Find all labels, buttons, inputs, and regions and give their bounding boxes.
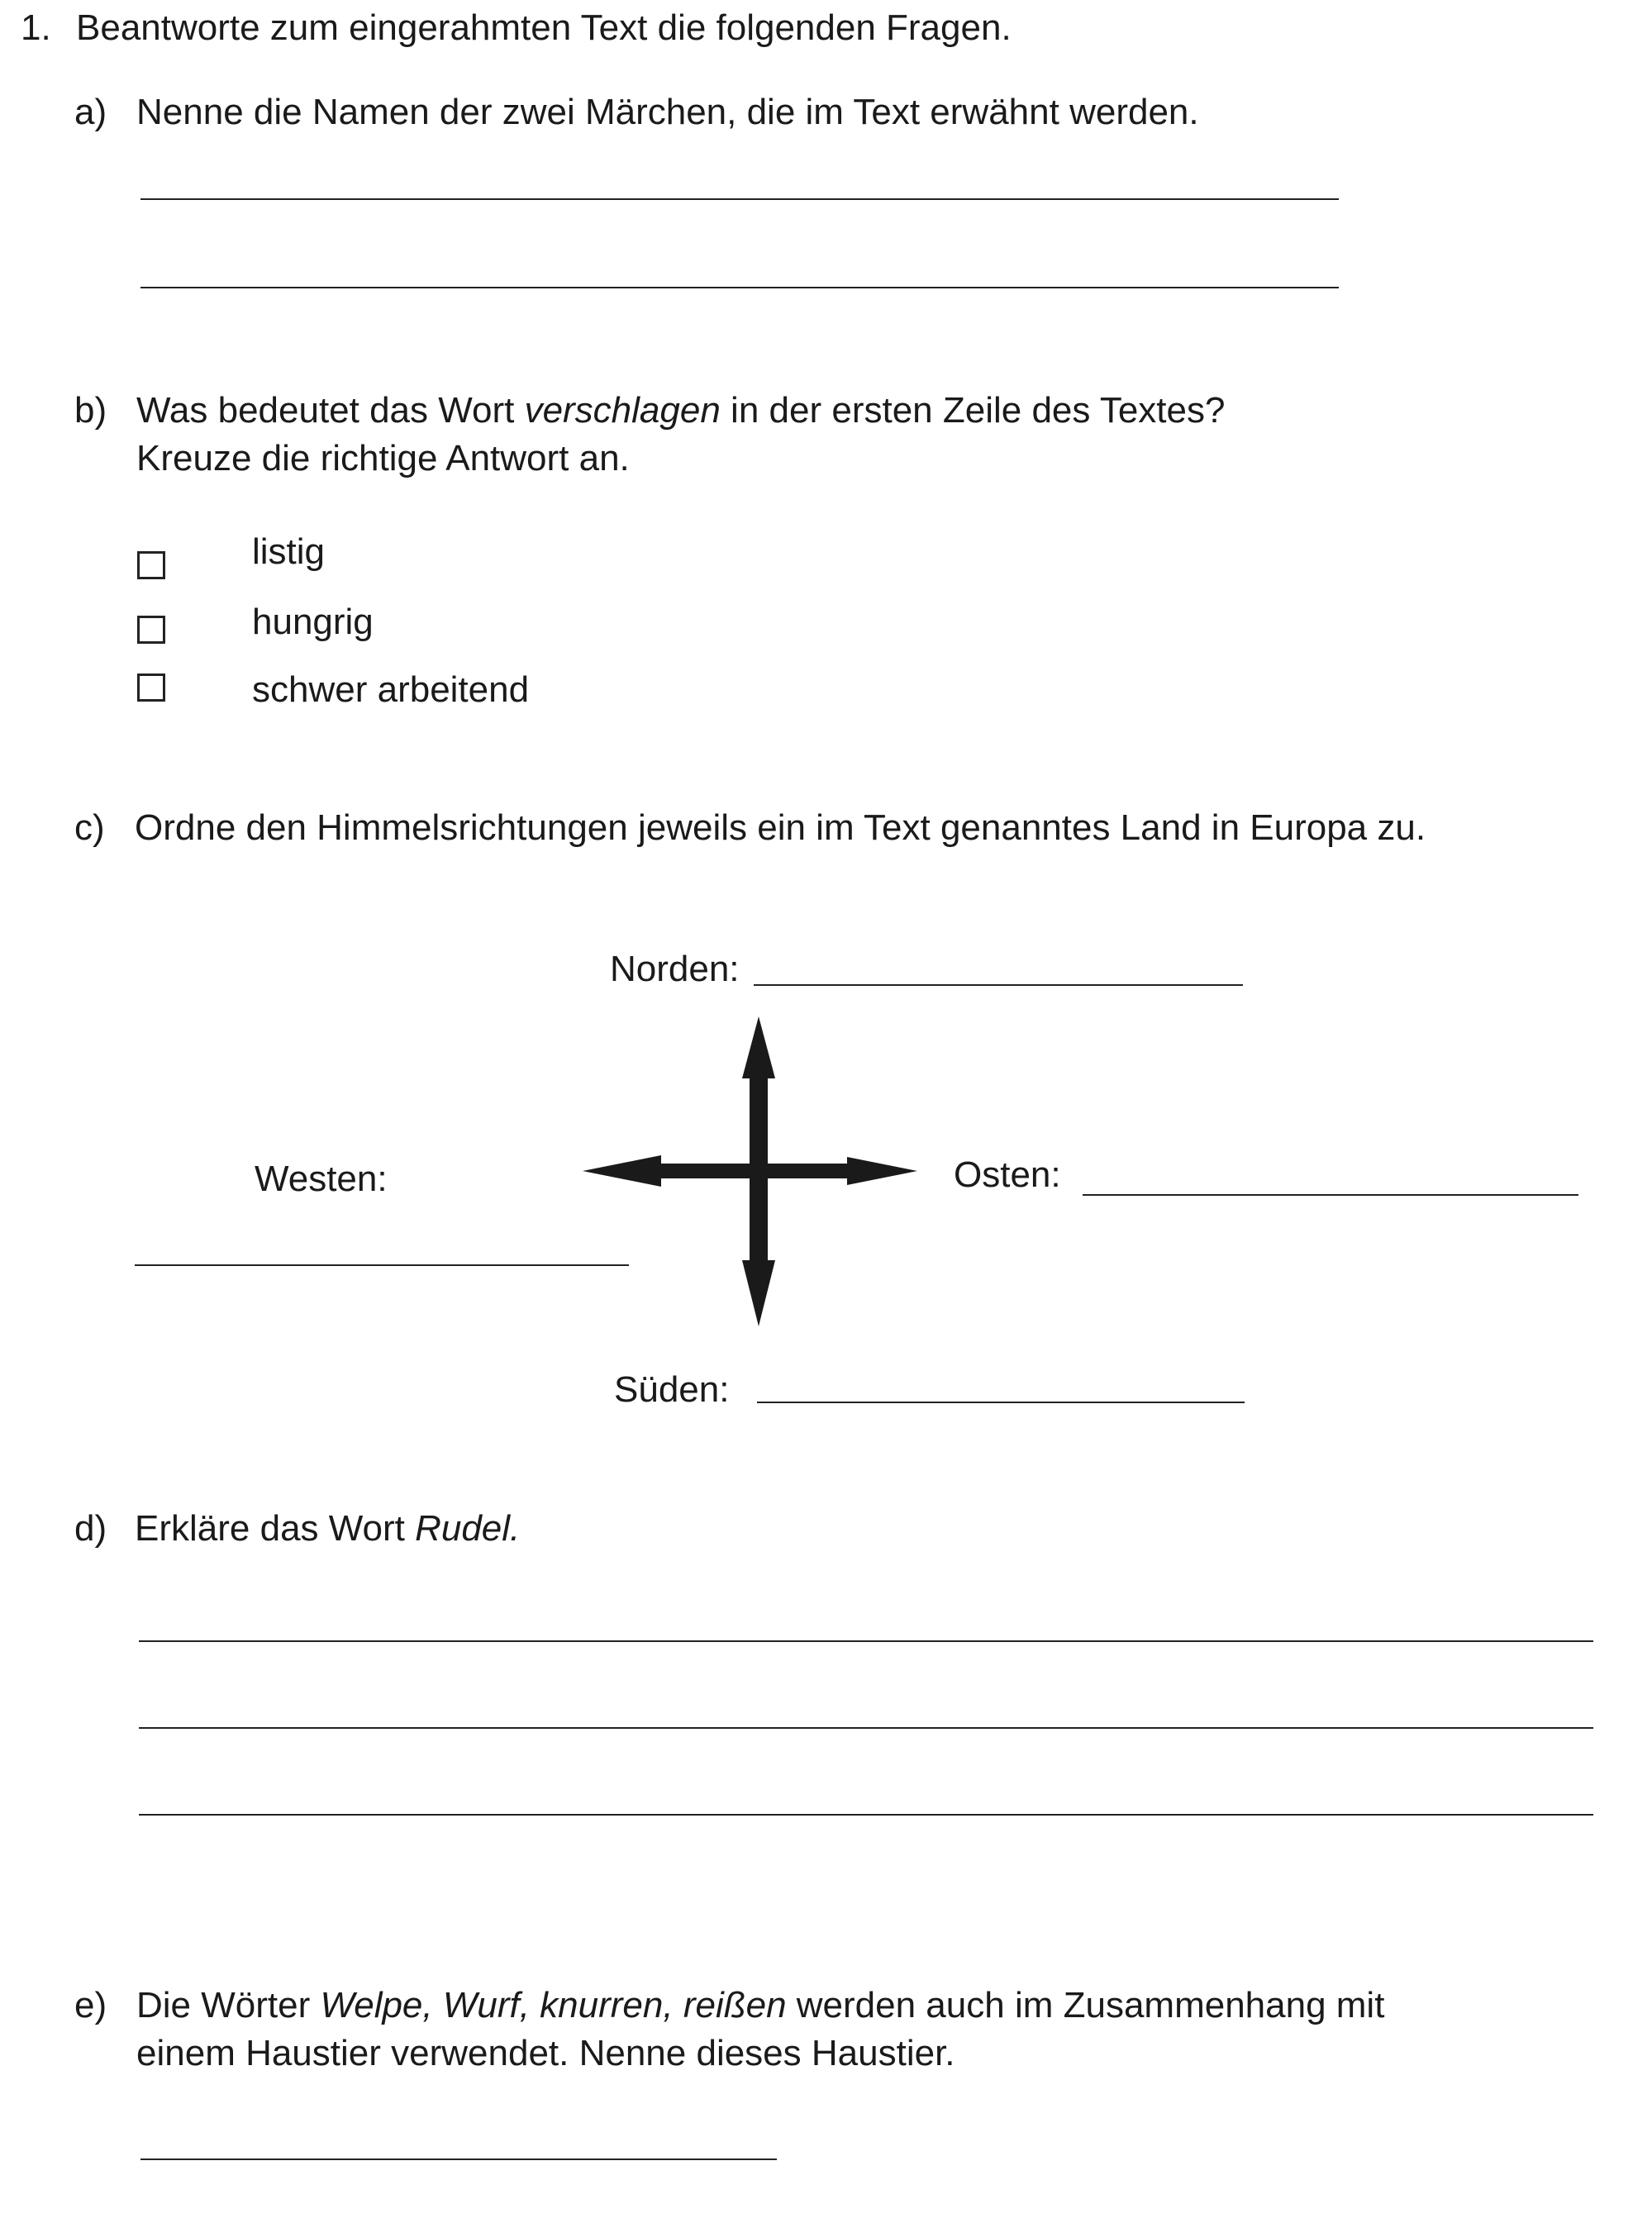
compass-label-east: Osten: [954, 1154, 1061, 1195]
subquestion-e-text-line2: einem Haustier verwendet. Nenne dieses Haustier. [136, 2033, 955, 2073]
question-number: 1. [21, 7, 51, 48]
highlighted-words: Welpe, Wurf, knurren, reißen [320, 1985, 787, 2025]
subquestion-e-label: e) [74, 1985, 107, 2025]
subquestion-e-text: Die Wörter Welpe, Wurf, knurren, reißen werden auch im Zusammenhang mit [136, 1985, 1385, 2025]
compass-label-west: Westen: [255, 1159, 388, 1199]
answer-line-d-3[interactable] [139, 1814, 1593, 1816]
subquestion-b-instruction: Kreuze die richtige Antwort an. [136, 438, 630, 478]
subquestion-d-text: Erkläre das Wort Rudel. [135, 1508, 521, 1549]
answer-line-e[interactable] [140, 2159, 777, 2160]
answer-line-d-2[interactable] [139, 1727, 1593, 1729]
highlighted-word-rudel: Rudel. [415, 1508, 521, 1549]
compass-label-north: Norden: [610, 949, 740, 989]
main-instruction: Beantworte zum eingerahmten Text die folgenden Fragen. [76, 7, 1012, 48]
subquestion-b-text: Was bedeutet das Wort verschlagen in der ersten Zeile des Textes? [136, 390, 1226, 431]
subquestion-c-text: Ordne den Himmelsrichtungen jeweils ein im Text genanntes Land in Europa zu. [135, 807, 1426, 848]
option-label-1: listig [252, 531, 326, 572]
subquestion-a-label: a) [74, 92, 107, 132]
subquestion-b-label: b) [74, 390, 107, 431]
compass-label-south: Süden: [614, 1369, 730, 1410]
option-label-2: hungrig [252, 602, 374, 642]
subquestion-c-label: c) [74, 807, 105, 848]
subquestion-d-label: d) [74, 1508, 107, 1549]
highlighted-word-verschlagen: verschlagen [524, 390, 721, 431]
subquestion-a-text: Nenne die Namen der zwei Märchen, die im Text erwähnt werden. [136, 92, 1199, 132]
option-label-3: schwer arbeitend [252, 669, 530, 710]
answer-line-d-1[interactable] [139, 1640, 1593, 1642]
